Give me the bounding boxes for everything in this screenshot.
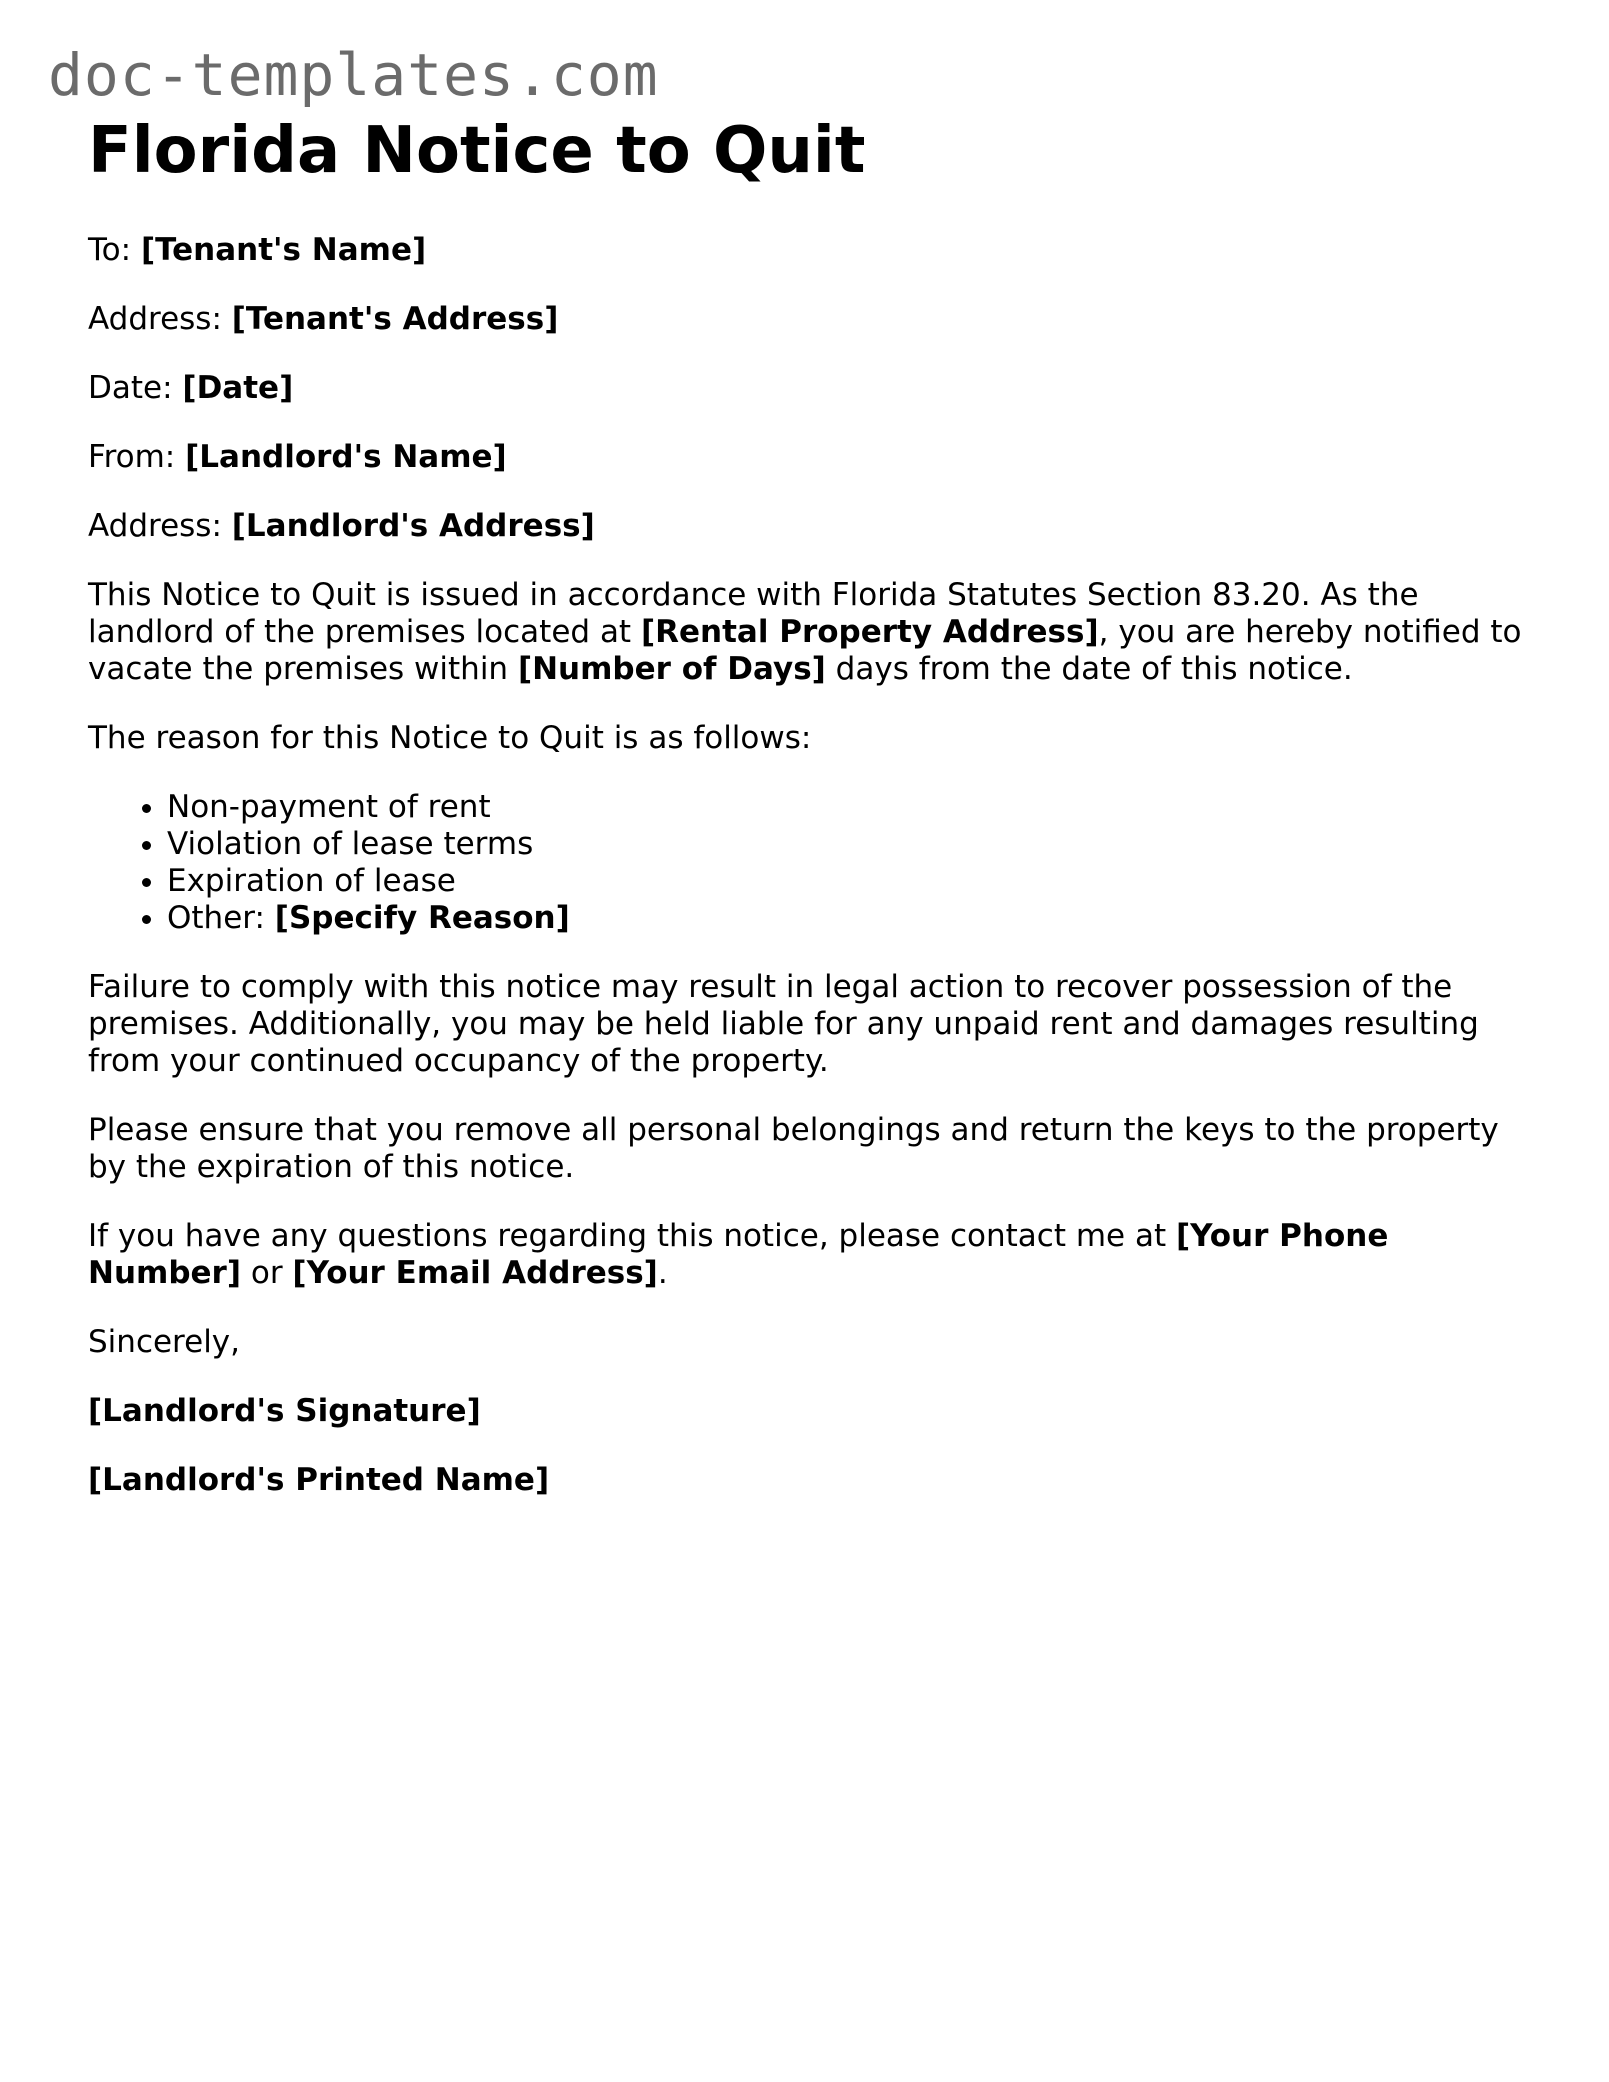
landlord-name-placeholder: [Landlord's Name] <box>185 439 507 476</box>
list-item: • Non-payment of rent <box>167 789 1528 826</box>
failure-paragraph: Failure to comply with this notice may result in legal action to recover possession of the premises. Additionally, you may be held liable for any unpaid rent and damages resulting from your continued occupancy of the property. <box>88 969 1479 1080</box>
watermark-logo-text: doc-templates.com <box>48 41 659 109</box>
date-label: Date: <box>88 370 173 407</box>
printed-name-line <box>88 1462 1528 1499</box>
list-item: • Violation of lease terms <box>167 826 1528 863</box>
date-line <box>88 370 1528 407</box>
reason-list <box>88 789 1528 937</box>
date-placeholder: [Date] <box>182 370 294 407</box>
list-item <box>167 900 1528 937</box>
number-of-days-placeholder: [Number of Days] <box>517 651 826 688</box>
phone-placeholder: [Your Phone Number] <box>88 1218 1389 1292</box>
to-line <box>88 232 1528 269</box>
contact-text-1: If you have any questions regarding this notice, please contact me at <box>88 1218 1176 1255</box>
intro-paragraph <box>88 577 1528 688</box>
signature-placeholder: [Landlord's Signature] <box>88 1393 481 1430</box>
tenant-address-label: Address: <box>88 301 222 338</box>
from-label: From: <box>88 439 176 476</box>
contact-paragraph <box>88 1218 1528 1292</box>
tenant-name-placeholder: [Tenant's Name] <box>140 232 427 269</box>
printed-name-placeholder: [Landlord's Printed Name] <box>88 1462 550 1499</box>
landlord-address-line <box>88 508 1528 545</box>
other-label: Other: <box>167 900 275 937</box>
tenant-address-line <box>88 301 1528 338</box>
belongings-paragraph: Please ensure that you remove all personal belongings and return the keys to the property by the expiration of this notice. <box>88 1112 1499 1186</box>
tenant-address-placeholder: [Tenant's Address] <box>231 301 559 338</box>
document-body <box>88 116 1528 1531</box>
from-line <box>88 439 1528 476</box>
contact-text-2: or <box>241 1255 293 1292</box>
intro-text-3: days from the date of this notice. <box>825 651 1353 688</box>
landlord-address-label: Address: <box>88 508 222 545</box>
intro-text-2: , you are hereby notified to vacate the premises within <box>88 614 1522 688</box>
page-title: Florida Notice to Quit <box>88 114 866 188</box>
intro-text-1: This Notice to Quit is issued in accordance with Florida Statutes Section 83.20. As the landlord of the premises located at <box>88 577 1419 651</box>
reason-intro: The reason for this Notice to Quit is as follows: <box>88 720 812 757</box>
email-placeholder: [Your Email Address] <box>292 1255 658 1292</box>
signature-line <box>88 1393 1528 1430</box>
list-item: • Expiration of lease <box>167 863 1528 900</box>
to-label: To: <box>88 232 132 269</box>
closing: Sincerely, <box>88 1324 241 1361</box>
landlord-address-placeholder: [Landlord's Address] <box>231 508 595 545</box>
contact-text-3: . <box>657 1255 668 1292</box>
rental-property-address-placeholder: [Rental Property Address] <box>640 614 1099 651</box>
specify-reason-placeholder: [Specify Reason] <box>274 900 570 937</box>
